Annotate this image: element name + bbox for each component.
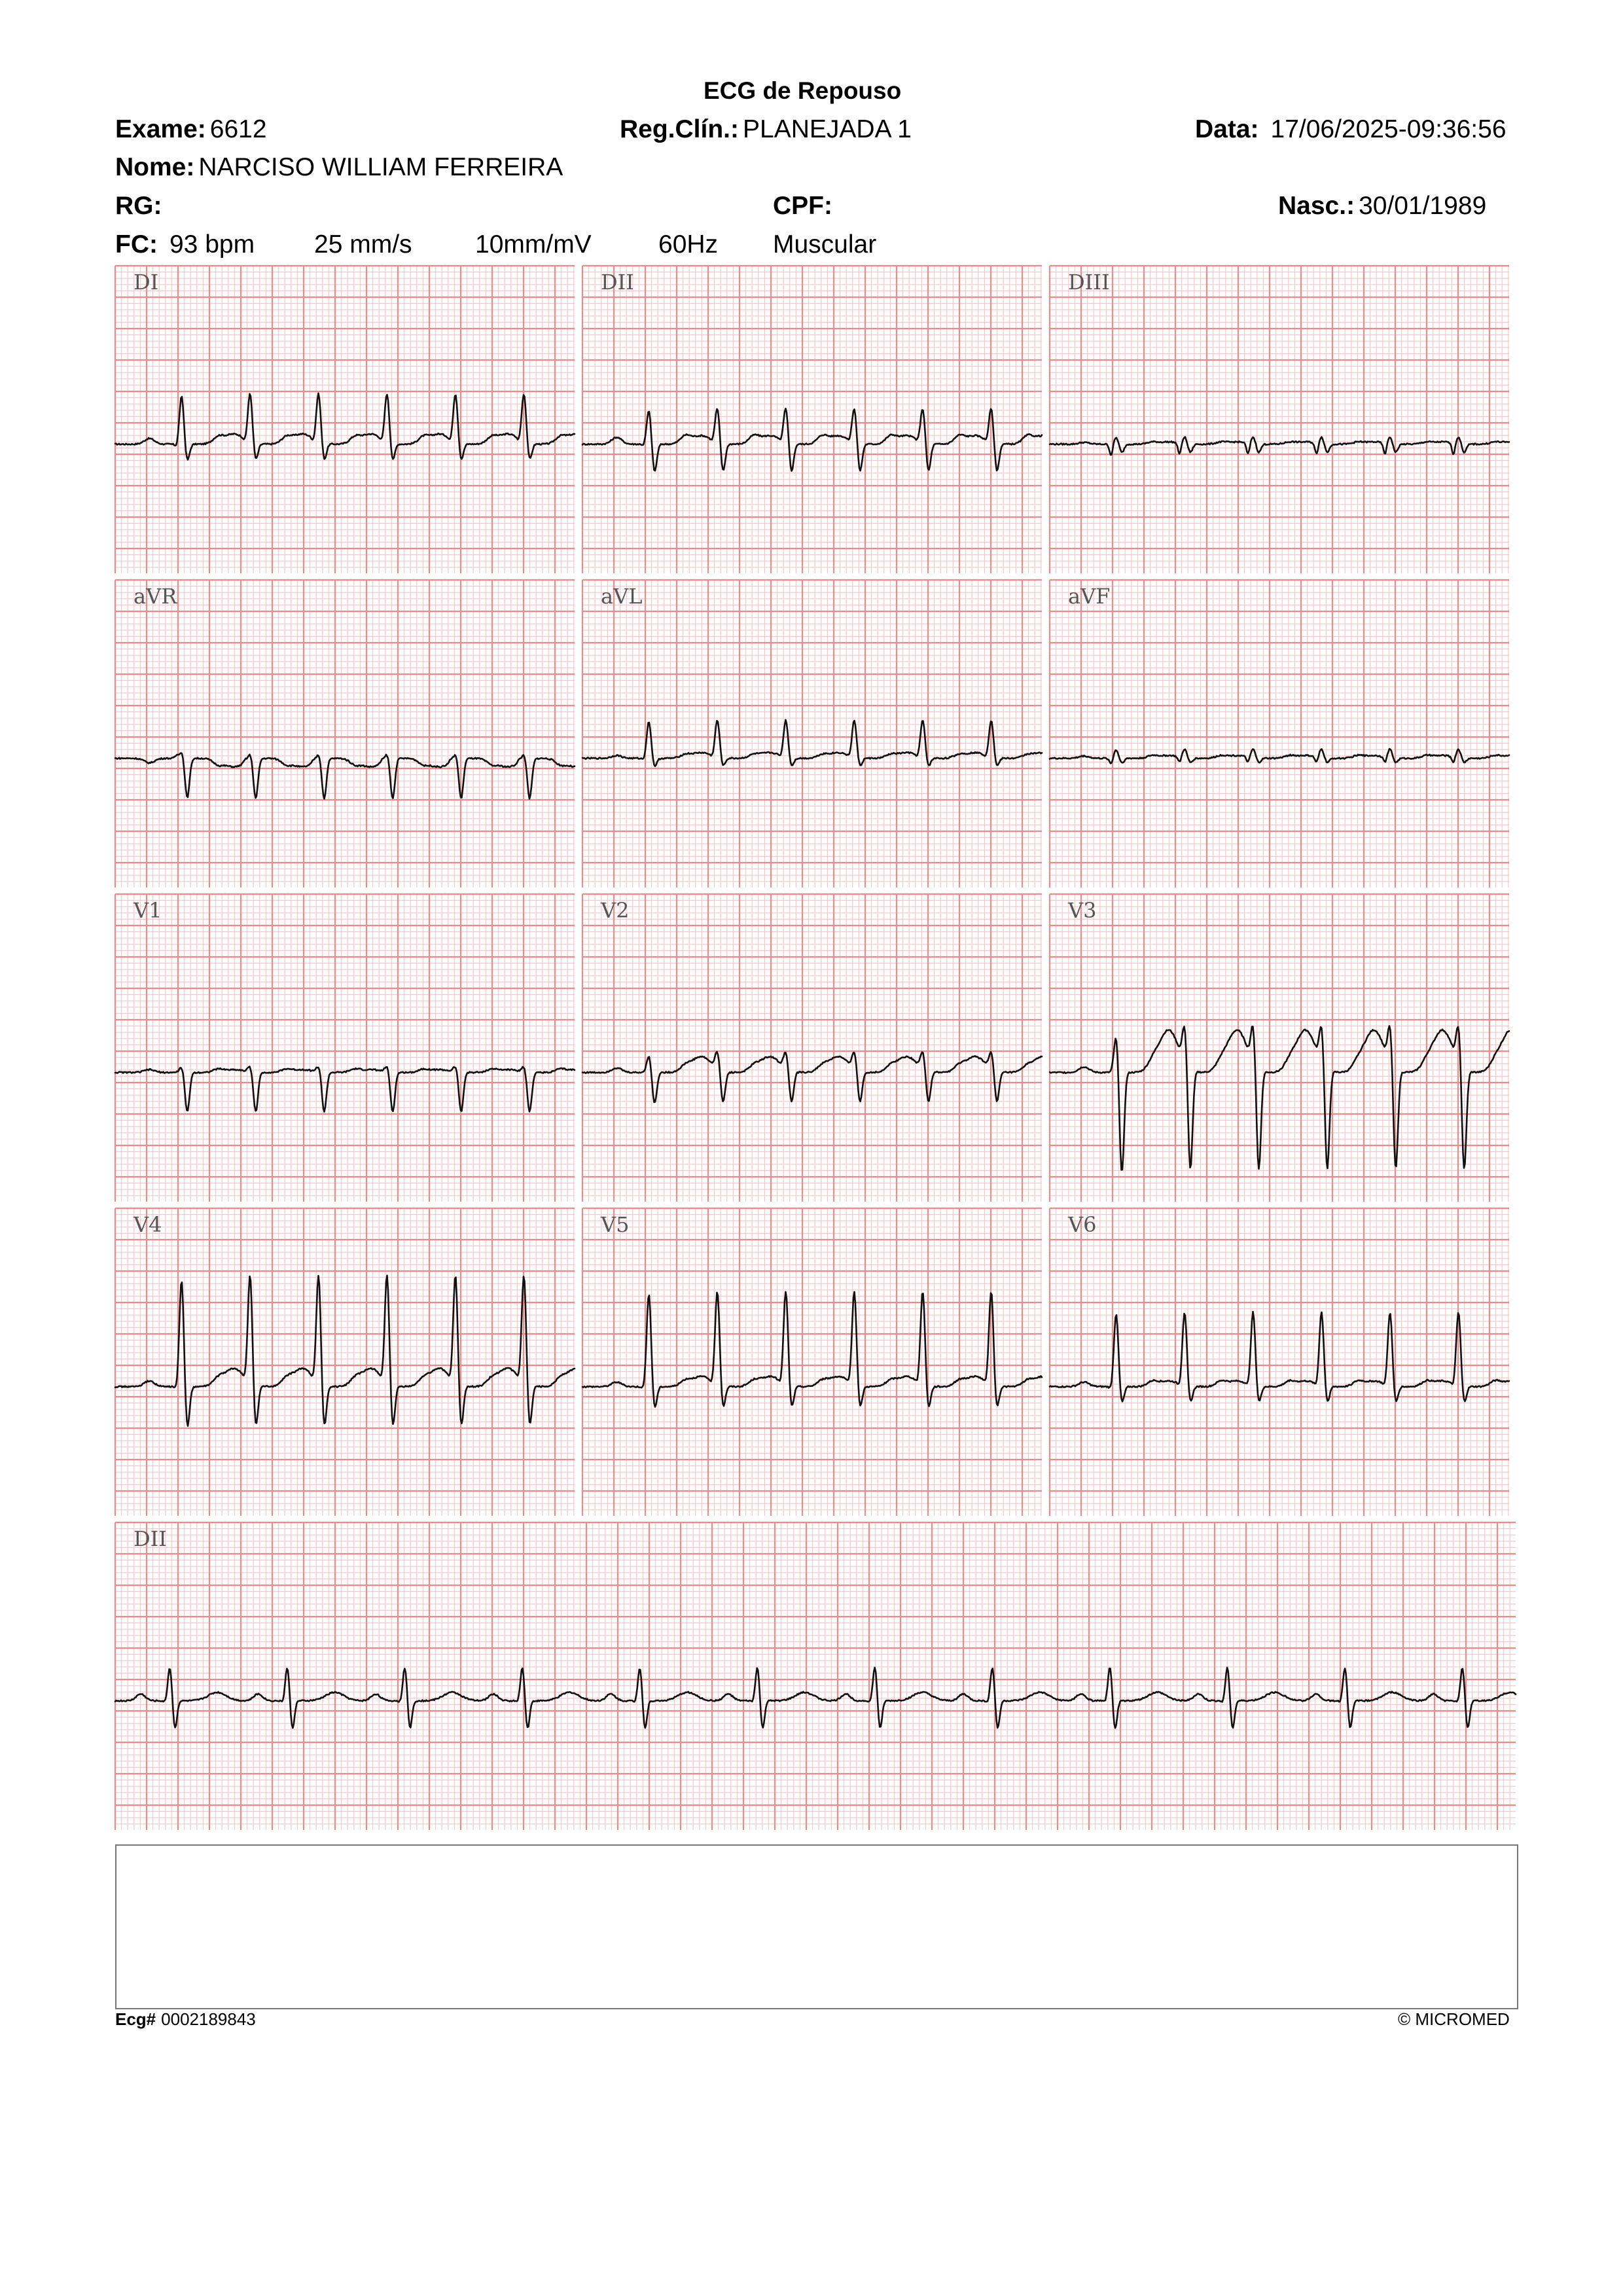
ecg-number-field	[115, 2009, 256, 2030]
birth-label: Nasc.:	[1278, 192, 1355, 220]
lead-panel-avf	[1050, 580, 1509, 888]
lead-label-diii: DIII	[1068, 270, 1110, 295]
lead-label-v6: V6	[1068, 1212, 1097, 1237]
lead-panel-diii	[1050, 266, 1509, 573]
comment-box	[115, 1844, 1518, 2009]
exam-label: Exame:	[115, 115, 206, 143]
lead-panel-v6	[1050, 1208, 1509, 1516]
date-label: Data:	[1195, 115, 1259, 143]
rhythm-lead-label: DII	[134, 1526, 167, 1551]
ecg-number-value: 0002189843	[161, 2009, 256, 2029]
grid-avr	[115, 580, 575, 888]
gain: 10mm/mV	[475, 230, 592, 259]
report-title: ECG de Repouso	[704, 77, 902, 104]
lead-label-v3: V3	[1068, 898, 1097, 923]
birth-value: 30/01/1989	[1359, 192, 1487, 220]
lead-label-v4: V4	[134, 1212, 162, 1237]
name-value: NARCISO WILLIAM FERREIRA	[198, 153, 563, 181]
lead-label-v1: V1	[134, 898, 162, 923]
ecg-number-label: Ecg#	[115, 2009, 156, 2029]
lead-label-avl: aVL	[601, 584, 643, 609]
lead-panel-v2	[582, 894, 1042, 1202]
lead-label-dii: DII	[601, 270, 634, 295]
lead-label-v5: V5	[601, 1212, 630, 1237]
regclin-label: Reg.Clín.:	[620, 115, 739, 143]
fc-label: FC:	[115, 230, 158, 259]
name-label: Nome:	[115, 153, 195, 181]
grid-rhythm	[115, 1522, 1516, 1830]
exam-value: 6612	[209, 115, 267, 143]
filter-frequency: 60Hz	[658, 230, 719, 259]
grid-avf	[1050, 580, 1509, 888]
brand-copyright: © MICROMED	[1398, 2009, 1510, 2029]
grid-v1	[115, 894, 575, 1202]
rhythm-strip	[115, 1522, 1516, 1830]
paper-speed: 25 mm/s	[314, 230, 412, 259]
lead-panel-avl	[582, 580, 1042, 888]
filter-type: Muscular	[773, 230, 877, 259]
lead-panel-v5	[582, 1208, 1042, 1516]
rg-label: RG:	[115, 192, 162, 220]
lead-panel-v1	[115, 894, 575, 1202]
lead-panel-v4	[115, 1208, 575, 1516]
date-value: 17/06/2025-09:36:56	[1270, 115, 1507, 143]
grid-diii	[1050, 266, 1509, 573]
cpf-label: CPF:	[773, 192, 832, 220]
regclin-value: PLANEJADA 1	[743, 115, 912, 143]
lead-panel-v3	[1050, 894, 1509, 1202]
lead-panel-di	[115, 266, 575, 573]
lead-panel-dii	[582, 266, 1042, 573]
grid-v2	[582, 894, 1042, 1202]
lead-label-v2: V2	[601, 898, 630, 923]
lead-label-di: DI	[134, 270, 159, 295]
grid-dii	[582, 266, 1042, 573]
lead-label-avr: aVR	[134, 584, 177, 609]
lead-panel-avr	[115, 580, 575, 888]
lead-label-avf: aVF	[1068, 584, 1111, 609]
fc-value: 93 bpm	[169, 230, 255, 259]
grid-v3	[1050, 894, 1509, 1202]
